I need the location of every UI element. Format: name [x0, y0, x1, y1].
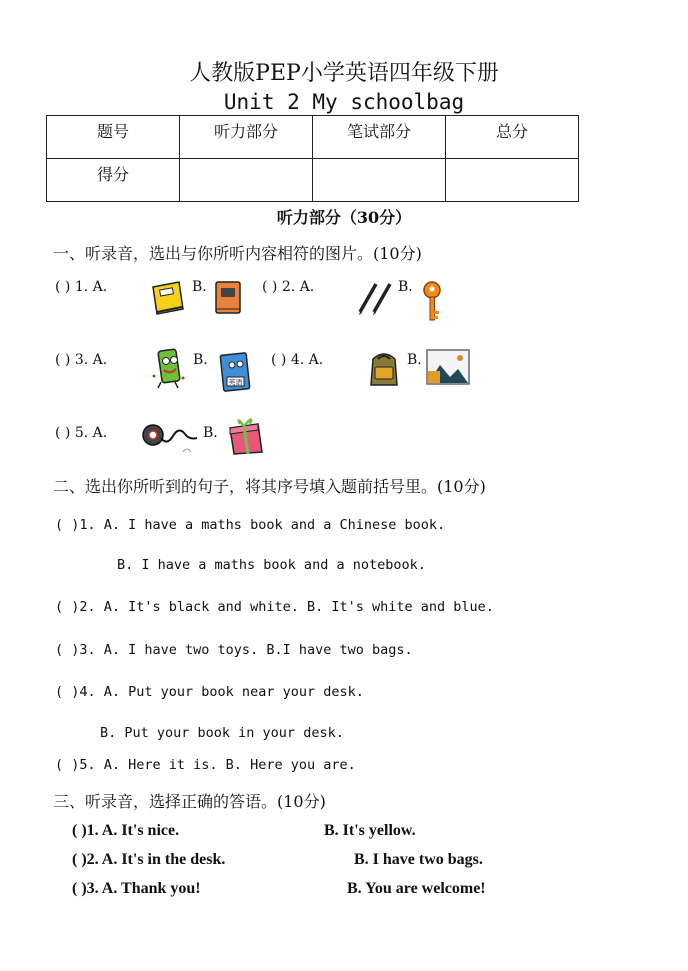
score-table — [46, 115, 579, 202]
score-header-number: 题号 — [47, 116, 180, 159]
pencil-box-icon — [147, 346, 191, 390]
q3-label: ( ) 3. A. — [55, 352, 108, 368]
score-cell-listening[interactable] — [180, 159, 313, 202]
q2-label: ( ) 2. A. — [262, 279, 315, 295]
schoolbag-icon — [365, 347, 403, 389]
score-header-total: 总分 — [446, 116, 579, 159]
english-book-label: 英语 — [228, 378, 243, 387]
key-icon — [419, 280, 445, 324]
part3-question: ( )1. A. It's nice. — [72, 822, 180, 839]
picture-icon — [426, 349, 470, 385]
part2-item: ( )4. A. Put your book near your desk. — [55, 684, 364, 700]
part2-item: ( )1. A. I have a maths book and a Chinese book. — [55, 517, 446, 533]
score-cell-total[interactable] — [446, 159, 579, 202]
storybook-icon — [212, 279, 244, 317]
q5-b-label: B. — [203, 425, 218, 441]
score-header-listening: 听力部分 — [180, 116, 313, 159]
score-cell-writing[interactable] — [313, 159, 446, 202]
part2-item: ( )5. A. Here it is. B. Here you are. — [55, 757, 356, 773]
part2-item: ( )2. A. It's black and white. B. It's white and blue. — [55, 599, 494, 615]
pencils-icon — [356, 279, 394, 315]
part3-option-b: B. You are welcome! — [347, 880, 486, 897]
page-title: 人教版PEP小学英语四年级下册 — [189, 61, 499, 86]
score-header-writing: 笔试部分 — [313, 116, 446, 159]
q1-b-label: B. — [192, 279, 207, 295]
gift-icon — [224, 414, 266, 456]
notebook-icon — [147, 279, 185, 317]
q4-b-label: B. — [407, 352, 422, 368]
q2-b-label: B. — [398, 279, 413, 295]
part2-item: B. Put your book in your desk. — [100, 725, 344, 741]
q5-label: ( ) 5. A. — [55, 425, 108, 441]
q3-b-label: B. — [193, 352, 208, 368]
english-book-icon — [216, 350, 254, 396]
q1-label: ( ) 1. A. — [55, 279, 108, 295]
part3-question: ( )2. A. It's in the desk. — [72, 851, 226, 868]
page-subtitle: Unit 2 My schoolbag — [223, 90, 465, 114]
part3-option-b: B. I have two bags. — [354, 851, 483, 868]
q4-label: ( ) 4. A. — [271, 352, 324, 368]
listening-section-title: 听力部分（30分） — [276, 208, 412, 227]
part3-question: ( )3. A. Thank you! — [72, 880, 201, 897]
part2-item: ( )3. A. I have two toys. B.I have two bags. — [55, 642, 413, 658]
tape-icon — [141, 420, 201, 454]
score-row-label: 得分 — [47, 159, 180, 202]
part2-heading: 二、选出你所听到的句子，将其序号填入题前括号里。(10分) — [53, 477, 486, 496]
part3-heading: 三、听录音，选择正确的答语。(10分) — [53, 792, 326, 811]
part2-item: B. I have a maths book and a notebook. — [117, 557, 426, 573]
part3-option-b: B. It's yellow. — [324, 822, 416, 839]
part1-heading: 一、听录音，选出与你所听内容相符的图片。(10分) — [53, 244, 422, 263]
